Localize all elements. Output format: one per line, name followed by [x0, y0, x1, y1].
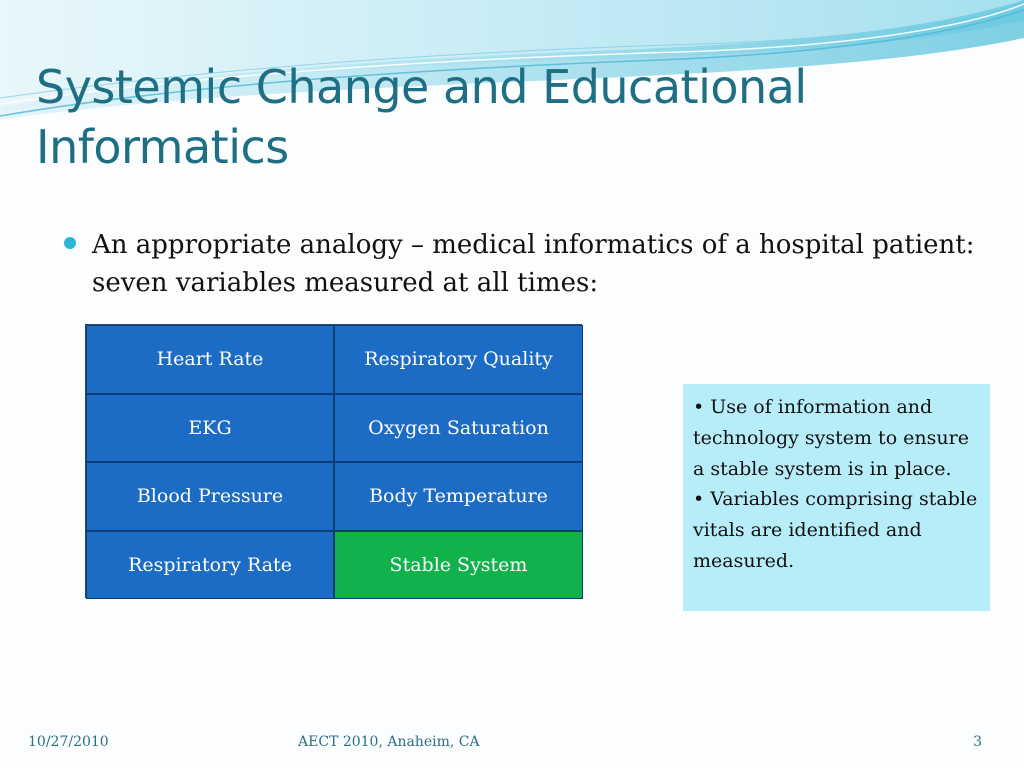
note-line-1: • Use of information and technology system to ensure a stable system is in place.: [693, 396, 969, 480]
bullet-text: An appropriate analogy – medical informatics of a hospital patient: seven variables measured at all times:: [92, 230, 975, 299]
variable-respiratory-rate: Respiratory Rate: [86, 531, 334, 600]
note-line-2: • Variables comprising stable vitals are identified and measured.: [693, 488, 978, 572]
bullet-dot-icon: [64, 237, 76, 249]
variables-grid: [85, 324, 582, 598]
note-box: [683, 384, 990, 611]
variable-respiratory-quality: Respiratory Quality: [334, 325, 583, 394]
variable-ekg: EKG: [86, 394, 334, 463]
footer-event: AECT 2010, Anaheim, CA: [298, 734, 480, 750]
variable-blood-pressure: Blood Pressure: [86, 462, 334, 531]
stable-system-cell: Stable System: [334, 531, 583, 600]
footer-page-number: 3: [973, 734, 982, 750]
footer-date: 10/27/2010: [28, 734, 109, 750]
bullet-item: [64, 226, 984, 303]
variable-oxygen-saturation: Oxygen Saturation: [334, 394, 583, 463]
slide-title: Systemic Change and Educational Informatics: [36, 60, 807, 174]
variable-body-temperature: Body Temperature: [334, 462, 583, 531]
variable-heart-rate: Heart Rate: [86, 325, 334, 394]
